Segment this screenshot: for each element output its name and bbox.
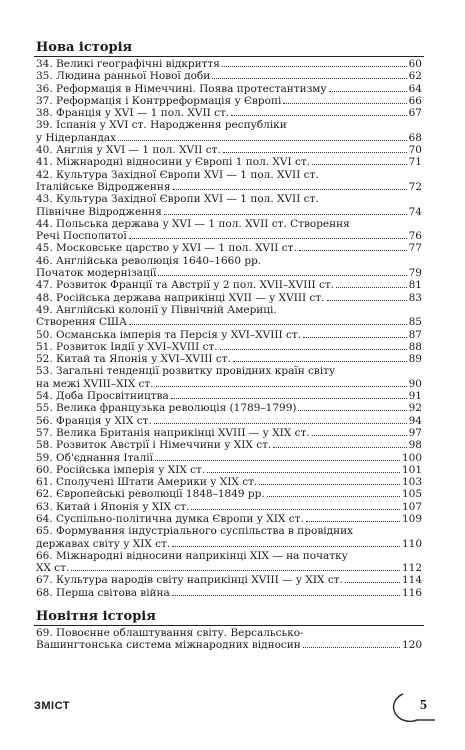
toc-entry-text — [36, 292, 325, 304]
toc-entry[interactable] — [34, 550, 424, 575]
toc-entry-number: 42. — [36, 168, 53, 181]
page-footer — [34, 692, 435, 722]
toc-entry-text — [36, 574, 343, 586]
toc-entry-number: 66. — [36, 549, 53, 562]
toc-entry-number: 50. — [36, 328, 53, 341]
toc-entry-page: 94 — [408, 414, 422, 427]
toc-entry-title: Англія у XVI — 1 пол. XVII ст. — [56, 144, 221, 157]
toc-entry-text — [36, 119, 287, 131]
toc-entry[interactable] — [34, 218, 424, 243]
toc-entry-title: Велика Британія наприкінці XVIII — у XIX ст. — [56, 426, 310, 439]
toc-entry[interactable] — [34, 58, 424, 70]
toc-entry-number: 47. — [36, 279, 53, 292]
toc-entry[interactable] — [34, 304, 424, 329]
dot-leader — [118, 140, 407, 141]
toc-entry-number: 40. — [36, 144, 53, 157]
toc-entry[interactable] — [34, 70, 424, 82]
toc-entry[interactable] — [34, 107, 424, 119]
toc-entry-text — [36, 525, 353, 537]
toc-entry[interactable] — [34, 627, 424, 652]
toc-entry-page: 105 — [401, 488, 422, 501]
toc-entry-page: 81 — [408, 279, 422, 292]
toc-entry-number: 59. — [36, 451, 53, 464]
page-corner-arc-icon — [391, 692, 435, 722]
toc-entry-line — [36, 95, 422, 107]
toc-entry-text — [36, 501, 189, 513]
toc-entry-number: 35. — [36, 70, 53, 83]
toc-entry-title: Іспанія у XVI ст. Народження республіки — [56, 119, 287, 132]
toc-entry-continuation — [36, 230, 422, 242]
toc-entry-page: 64 — [408, 82, 422, 95]
toc-entry-text — [36, 242, 297, 254]
toc-entry-title: Повоєнне облаштування світу. Версальсько- — [56, 627, 304, 640]
toc-entry-text — [36, 107, 229, 119]
toc-entry-continuation — [36, 181, 422, 193]
toc-entry-line — [36, 70, 422, 82]
toc-entry-page: 91 — [408, 390, 422, 403]
toc-entry-title: Італійське Відродження — [36, 180, 171, 193]
toc-entry-line — [36, 452, 422, 464]
toc-entry-line — [36, 513, 422, 525]
dot-leader — [207, 472, 400, 473]
toc-entry-page: 67 — [408, 107, 422, 120]
toc-entry-text — [36, 365, 335, 377]
toc-entry-text — [36, 415, 152, 427]
toc-entry-title: Культура Західної Європи XVI — 1 пол. XVII ст. — [56, 168, 319, 181]
toc-entry-text — [36, 132, 116, 144]
toc-entry-page: 83 — [408, 291, 422, 304]
toc-entry-title: Речі Посполитої — [36, 230, 127, 243]
toc-entry-line — [36, 402, 422, 414]
toc-entry[interactable] — [34, 439, 424, 451]
toc-entry-page: 89 — [408, 353, 422, 366]
toc-entry-title: Північне Відродження — [36, 205, 162, 218]
table-of-contents — [34, 40, 424, 652]
toc-entry-title: Розвиток Індії у XVI–XVIII ст. — [56, 340, 218, 353]
section-title: Новітня історія — [34, 609, 424, 626]
toc-entry[interactable] — [34, 390, 424, 402]
toc-entry-page: 60 — [408, 58, 422, 70]
toc-entry-line — [36, 83, 422, 95]
dot-leader — [303, 647, 400, 648]
toc-entry[interactable] — [34, 464, 424, 476]
toc-entry-text — [36, 329, 301, 341]
toc-entry-title: Російська імперія у XIX ст. — [56, 463, 206, 476]
toc-entry[interactable] — [34, 415, 424, 427]
toc-entry-text — [36, 538, 170, 550]
dot-leader — [158, 275, 406, 276]
toc-entry-title: Розвиток Австрії і Німеччини у XIX ст. — [56, 439, 272, 452]
dot-leader — [223, 152, 407, 153]
toc-entry-title: Сполучені Штати Америки у XIX ст. — [56, 476, 258, 489]
toc-entry-number: 48. — [36, 291, 53, 304]
toc-entry-title: Великі географічні відкриття — [56, 58, 220, 70]
toc-entry-number: 65. — [36, 525, 53, 538]
toc-entry-text — [36, 218, 350, 230]
toc-entry-text — [36, 70, 210, 82]
dot-leader — [312, 435, 407, 436]
toc-entry[interactable] — [34, 501, 424, 513]
toc-entry-text — [36, 353, 231, 365]
toc-entry-line — [36, 476, 422, 488]
toc-entry-number: 45. — [36, 242, 53, 255]
toc-entry-page: 76 — [408, 230, 422, 243]
toc-entry-text — [36, 279, 334, 291]
toc-entry-title: Формування індустріального суспільства в провідних — [56, 525, 353, 538]
toc-entry[interactable] — [34, 402, 424, 414]
toc-entry-number: 69. — [36, 627, 53, 640]
toc-entry-text — [36, 144, 221, 156]
toc-entry-page: 101 — [401, 463, 422, 476]
toc-entry-continuation — [36, 639, 422, 651]
toc-entry-title: Вашингтонська система міжнародних відносин — [36, 639, 301, 652]
toc-entry-page: 79 — [408, 267, 422, 280]
toc-entry-line — [36, 439, 422, 451]
toc-entry-title: на межі XVIII–XIX ст. — [36, 377, 154, 390]
toc-entry-number: 44. — [36, 217, 53, 230]
toc-sections — [34, 40, 424, 652]
toc-entry-page: 98 — [408, 439, 422, 452]
toc-entry-continuation — [36, 562, 422, 574]
toc-entry-text — [36, 255, 261, 267]
toc-entry-page: 120 — [401, 639, 422, 652]
dot-leader — [267, 496, 400, 497]
toc-entry-line — [36, 329, 422, 341]
dot-leader — [329, 91, 407, 92]
dot-leader — [172, 595, 400, 596]
toc-entry-line — [36, 58, 422, 70]
toc-entry-page: 66 — [408, 94, 422, 107]
footer-label: ЗМІСТ — [34, 700, 70, 712]
dot-leader — [220, 349, 407, 350]
toc-entry-title: державах світу у XIX ст. — [36, 537, 171, 550]
toc-entry-title: Міжнародні відносини наприкінці XIX — на початку — [56, 549, 348, 562]
toc-entry[interactable] — [34, 452, 424, 464]
toc-entry[interactable] — [34, 95, 424, 107]
toc-entry-page: 74 — [408, 205, 422, 218]
toc-entry-number: 56. — [36, 414, 53, 427]
toc-entry[interactable] — [34, 341, 424, 353]
toc-entry-number: 52. — [36, 353, 53, 366]
toc-entry-line — [36, 156, 422, 168]
toc-entry-text — [36, 378, 154, 390]
toc-entry[interactable] — [34, 144, 424, 156]
toc-entry-line — [36, 341, 422, 353]
toc-entry-number: 38. — [36, 107, 53, 120]
toc-entry-page: 77 — [408, 242, 422, 255]
toc-entry-line — [36, 193, 422, 205]
toc-entry-continuation — [36, 378, 422, 390]
dot-leader — [129, 324, 407, 325]
toc-entry-title: Перша світова війна — [56, 586, 170, 599]
toc-entry[interactable] — [34, 255, 424, 280]
toc-entry-title: Англійські колонії у Північній Америці. — [56, 303, 277, 316]
toc-entry-text — [36, 95, 281, 107]
toc-entry-title: у Нідерландах — [36, 131, 117, 144]
dot-leader — [129, 238, 407, 239]
toc-entry-text — [36, 464, 205, 476]
toc-entry-title: Китай та Японія у XVI–XVIII ст. — [56, 353, 231, 366]
toc-entry-title: Польська держава у XVI — 1 пол. XVII ст. Створення — [56, 217, 350, 230]
dot-leader — [212, 78, 406, 79]
toc-entry-title: Велика французька революція (1789–1799) — [56, 402, 297, 415]
toc-entry-title: Московське царство у XVI — 1 пол. XVII ст. — [56, 242, 297, 255]
toc-entry-title: Російська держава наприкінці XVII — у XVIII ст. — [56, 291, 325, 304]
toc-entry-title: Англійська революція 1640–1660 рр. — [56, 254, 262, 267]
toc-entry-text — [36, 83, 327, 95]
toc-entry-title: Культура народів світу наприкінці XVIII — у XIX ст. — [56, 574, 343, 587]
toc-entry-number: 55. — [36, 402, 53, 415]
dot-leader — [191, 509, 400, 510]
toc-entry-line — [36, 119, 422, 131]
toc-entry[interactable] — [34, 329, 424, 341]
toc-entry-number: 63. — [36, 500, 53, 513]
toc-entry-page: 112 — [401, 562, 422, 575]
toc-entry-text — [36, 452, 153, 464]
toc-entry-line — [36, 574, 422, 586]
toc-entry-text — [36, 427, 310, 439]
toc-entry-text — [36, 627, 304, 639]
toc-entry-line — [36, 107, 422, 119]
toc-entry-continuation — [36, 206, 422, 218]
toc-entry-title: Культура Західної Європи XVI — 1 пол. XVII ст. — [56, 193, 319, 206]
toc-entry-line — [36, 427, 422, 439]
dot-leader — [173, 189, 407, 190]
toc-entry-text — [36, 562, 69, 574]
toc-entry-text — [36, 390, 169, 402]
toc-entry-page: 109 — [401, 512, 422, 525]
toc-entry-line — [36, 550, 422, 562]
toc-entry-title: Європейські революції 1848–1849 рр. — [56, 488, 265, 501]
toc-entry[interactable] — [34, 169, 424, 194]
toc-entry[interactable] — [34, 427, 424, 439]
toc-entry[interactable] — [34, 279, 424, 291]
toc-entry-title: Франція у XVI — 1 пол. XVII ст. — [56, 107, 230, 120]
toc-entry-page: 92 — [408, 402, 422, 415]
dot-leader — [299, 250, 407, 251]
toc-entry[interactable] — [34, 119, 424, 144]
toc-entry-text — [36, 58, 220, 70]
toc-entry-line — [36, 464, 422, 476]
dot-leader — [259, 484, 400, 485]
toc-entry-page: 103 — [401, 476, 422, 489]
toc-entry-number: 39. — [36, 119, 53, 132]
toc-entry-text — [36, 476, 257, 488]
toc-entry-number: 34. — [36, 58, 53, 70]
toc-entry-text — [36, 402, 296, 414]
toc-entry[interactable] — [34, 292, 424, 304]
dot-leader — [233, 361, 407, 362]
toc-entry-number: 53. — [36, 365, 53, 378]
toc-entry-page: 71 — [408, 156, 422, 169]
toc-entry-line — [36, 255, 422, 267]
toc-entry-title: Людина ранньої Нової доби — [56, 70, 211, 83]
toc-entry-page: 116 — [401, 586, 422, 599]
dot-leader — [171, 398, 407, 399]
toc-entry-text — [36, 513, 304, 525]
toc-entry[interactable] — [34, 193, 424, 218]
dot-leader — [222, 66, 407, 67]
toc-entry-title: Османська імперія та Персія у XVI–XVIII ст. — [56, 328, 302, 341]
toc-entry-page: 62 — [408, 70, 422, 83]
toc-entry-page: 90 — [408, 377, 422, 390]
toc-entry-line — [36, 242, 422, 254]
toc-entry-text — [36, 639, 301, 651]
toc-entry-line — [36, 144, 422, 156]
toc-entry-number: 58. — [36, 439, 53, 452]
toc-entry-text — [36, 156, 310, 168]
toc-entry-line — [36, 501, 422, 513]
dot-leader — [345, 582, 400, 583]
toc-entry-text — [36, 439, 271, 451]
toc-entry-number: 62. — [36, 488, 53, 501]
dot-leader — [155, 460, 400, 461]
toc-entry-text — [36, 550, 348, 562]
dot-leader — [156, 386, 407, 387]
dot-leader — [172, 546, 400, 547]
toc-entry-text — [36, 587, 170, 599]
dot-leader — [164, 214, 407, 215]
toc-entry-title: XX ст. — [36, 562, 70, 575]
dot-leader — [298, 410, 406, 411]
toc-entry-line — [36, 218, 422, 230]
toc-entry[interactable] — [34, 365, 424, 390]
toc-entry-text — [36, 488, 265, 500]
toc-entry-title: Об'єднання Італії — [56, 451, 154, 464]
dot-leader — [336, 287, 407, 288]
toc-entry-line — [36, 627, 422, 639]
toc-entry-line — [36, 169, 422, 181]
toc-entry[interactable] — [34, 353, 424, 365]
toc-entry-title: Суспільно-політична думка Європи у XIX ст. — [56, 512, 304, 525]
toc-entry-number: 54. — [36, 390, 53, 403]
toc-entry-line — [36, 525, 422, 537]
toc-entry-text — [36, 341, 218, 353]
toc-entry-title: Розвиток Франції та Австрії у 2 пол. XVII–XVIII ст. — [56, 279, 335, 292]
dot-leader — [306, 521, 400, 522]
toc-entry-line — [36, 304, 422, 316]
dot-leader — [312, 164, 407, 165]
toc-entry-line — [36, 292, 422, 304]
toc-entry-line — [36, 390, 422, 402]
toc-entry-line — [36, 587, 422, 599]
toc-entry-number: 46. — [36, 254, 53, 267]
toc-entry-number: 37. — [36, 94, 53, 107]
toc-entry-text — [36, 316, 127, 328]
toc-entry-continuation — [36, 316, 422, 328]
toc-entry-page: 68 — [408, 131, 422, 144]
toc-entry[interactable] — [34, 488, 424, 500]
toc-entry-title: Початок модернізації — [36, 267, 157, 280]
toc-entry-number: 61. — [36, 476, 53, 489]
dot-leader — [71, 570, 400, 571]
toc-entry-number: 41. — [36, 156, 53, 169]
toc-entry-title: Створення США — [36, 316, 127, 329]
toc-entry-title: Китай і Японія у XIX ст. — [56, 500, 190, 513]
toc-entry-page: 97 — [408, 426, 422, 439]
toc-entry-page: 110 — [401, 537, 422, 550]
toc-entry-line — [36, 279, 422, 291]
toc-entry-text — [36, 304, 277, 316]
toc-entry-number: 57. — [36, 426, 53, 439]
toc-entry-title: Реформація в Німеччині. Поява протестантизму — [56, 82, 327, 95]
toc-entry-text — [36, 267, 156, 279]
toc-entry-continuation — [36, 132, 422, 144]
toc-entry-page: 100 — [401, 451, 422, 464]
toc-entry-title: Реформація і Контрреформація у Європі — [56, 94, 282, 107]
toc-entry-number: 36. — [36, 82, 53, 95]
toc-entry[interactable] — [34, 83, 424, 95]
toc-entry-continuation — [36, 267, 422, 279]
toc-entry[interactable] — [34, 587, 424, 599]
toc-entry-number: 51. — [36, 340, 53, 353]
toc-entry-line — [36, 488, 422, 500]
toc-entry-title: Франція у XIX ст. — [56, 414, 152, 427]
toc-entry-number: 60. — [36, 463, 53, 476]
toc-entry-title: Доба Просвітництва — [56, 390, 169, 403]
toc-entry[interactable] — [34, 525, 424, 550]
dot-leader — [273, 447, 406, 448]
toc-entry-number: 49. — [36, 303, 53, 316]
page-number: 5 — [420, 698, 427, 713]
dot-leader — [231, 115, 407, 116]
toc-entry-number: 43. — [36, 193, 53, 206]
toc-entry-number: 67. — [36, 574, 53, 587]
toc-entry[interactable] — [34, 242, 424, 254]
toc-entry-number: 64. — [36, 512, 53, 525]
toc-entry-page: 88 — [408, 340, 422, 353]
toc-entry-page: 107 — [401, 500, 422, 513]
toc-entry-text — [36, 230, 127, 242]
toc-entry-title: Загальні тенденції розвитку провідних країн світу — [56, 365, 336, 378]
dot-leader — [154, 423, 407, 424]
dot-leader — [327, 300, 407, 301]
toc-entry-line — [36, 415, 422, 427]
dot-leader — [283, 103, 406, 104]
toc-entry-continuation — [36, 538, 422, 550]
toc-entry-title: Міжнародні відносини у Європі 1 пол. XVI ст. — [56, 156, 310, 169]
toc-entry-page: 114 — [401, 574, 422, 587]
toc-entry-line — [36, 365, 422, 377]
toc-entry[interactable] — [34, 513, 424, 525]
toc-entry-text — [36, 181, 171, 193]
section-title: Нова історія — [34, 40, 424, 57]
toc-entry[interactable] — [34, 476, 424, 488]
toc-entry-text — [36, 206, 162, 218]
toc-entry-page: 72 — [408, 180, 422, 193]
toc-entry[interactable] — [34, 574, 424, 586]
toc-entry-page: 87 — [408, 328, 422, 341]
toc-entry-number: 68. — [36, 586, 53, 599]
toc-list — [34, 627, 424, 652]
toc-list — [34, 58, 424, 599]
dot-leader — [303, 337, 407, 338]
toc-entry-page: 85 — [408, 316, 422, 329]
toc-entry-text — [36, 169, 319, 181]
toc-entry-text — [36, 193, 319, 205]
toc-entry-line — [36, 353, 422, 365]
toc-entry-page: 70 — [408, 144, 422, 157]
toc-entry[interactable] — [34, 156, 424, 168]
